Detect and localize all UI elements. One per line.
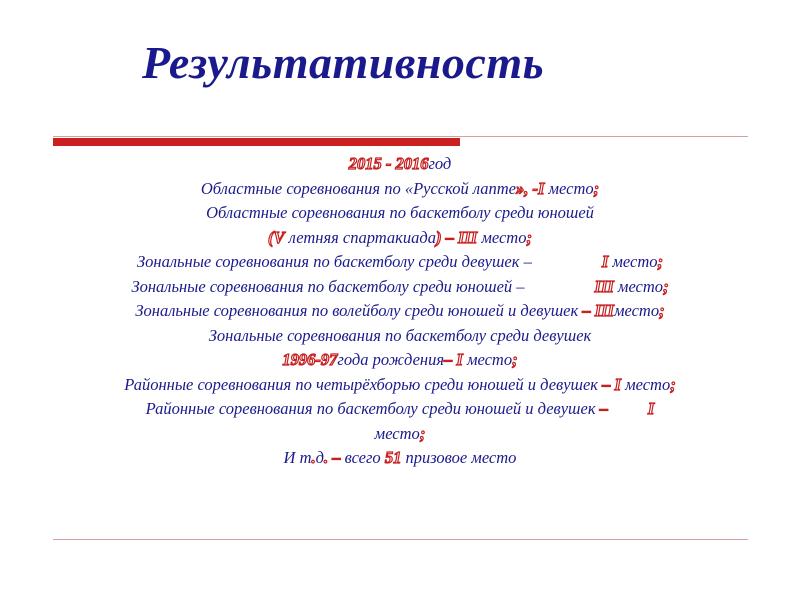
header-rule-thick (53, 138, 460, 146)
result-line: Зональные соревнования по баскетболу среди девушек – I место; (136, 252, 664, 271)
footer-rule (53, 539, 748, 540)
result-line: Районные соревнования по баскетболу среди юношей и девушек – I (145, 399, 655, 418)
result-line: Областные соревнования по баскетболу среди юношей (206, 203, 594, 222)
slide-title: Результативность (142, 37, 545, 88)
result-line-summary: И т.д. – всего 51 призовое место (283, 448, 517, 467)
result-line: Зональные соревнования по баскетболу среди девушек (208, 325, 592, 345)
header-rule-thin (53, 136, 748, 137)
result-line: Зональные соревнования по баскетболу среди юношей – III место; (131, 276, 669, 296)
result-line: Зональные соревнования по волейболу среди юношей и девушек – IIIместо; (135, 301, 665, 320)
result-line: Районные соревнования по четырёхборью среди юношей и девушек – I место; (124, 374, 676, 394)
result-line: 1996-97года рождения– I место; (282, 350, 518, 369)
result-line: Областные соревнования по «Русской лапте», -I место; (200, 178, 600, 198)
result-line: (V летняя спартакиада) – III место; (268, 227, 532, 247)
result-line-continued: место; (374, 423, 426, 443)
result-line: 2015 - 2016год (348, 154, 452, 173)
results-list (30, 152, 770, 471)
